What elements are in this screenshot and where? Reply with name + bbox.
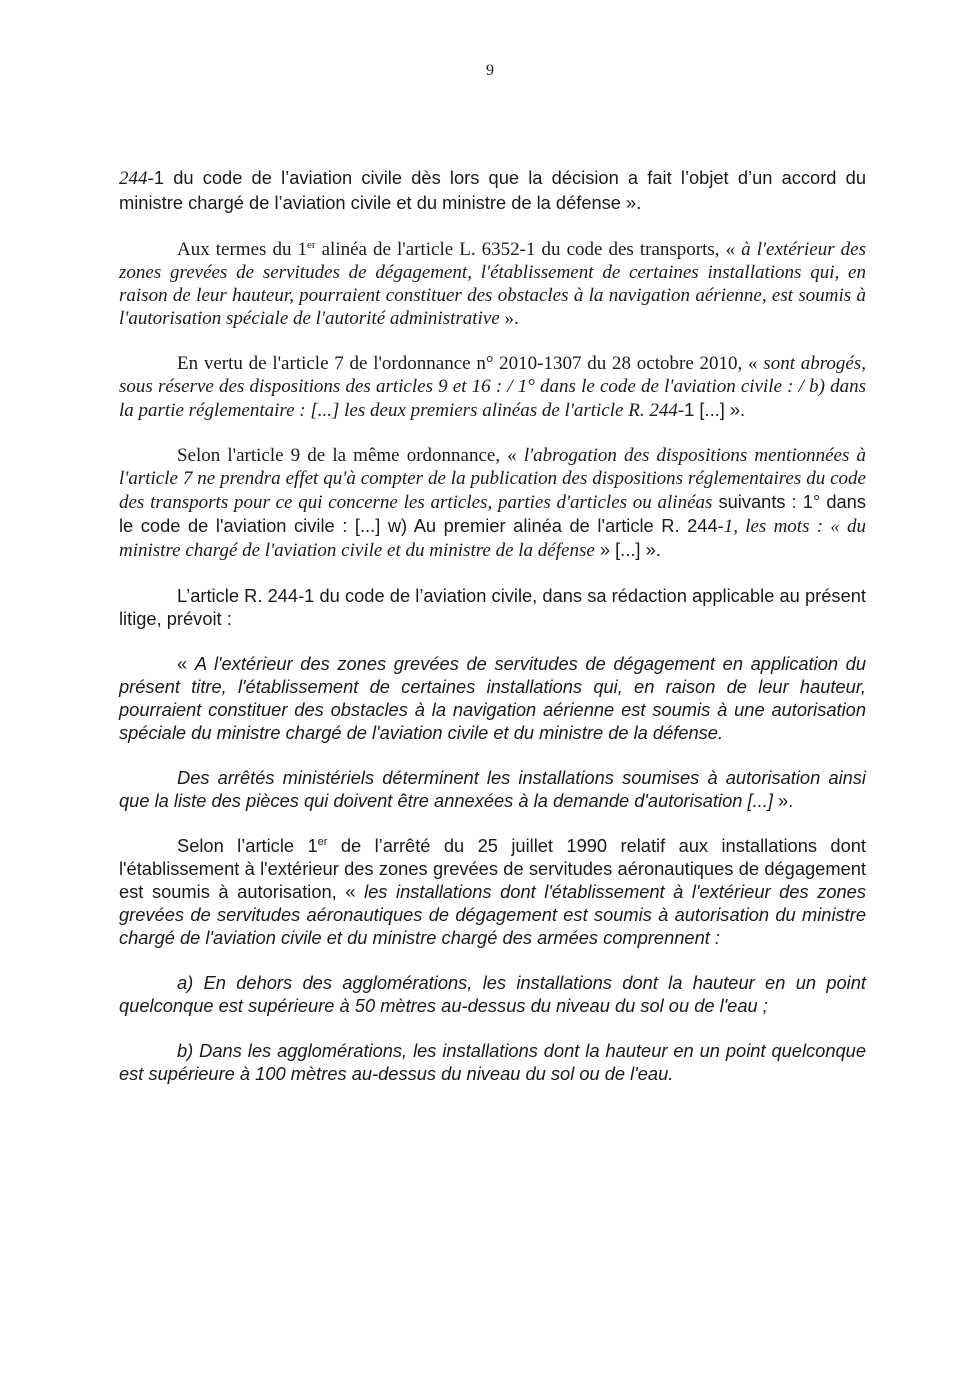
- paragraph-6-quote: A l'extérieur des zones grevées de servitudes de dégagement en application du présent titre, l'établissement de certaines installations qui, en raison de leur hauteur, pourraient constituer des obstacles à la navigation aérienne est soumis à une autorisation spéciale du ministre chargé de l'aviation civile et du ministre de la défense.: [119, 653, 866, 743]
- paragraph-1-text: 1 du code de l’aviation civile dès lors que la décision a fait l’objet d’un accord du ministre chargé de l’aviation civile et du ministre de la défense ».: [119, 167, 866, 213]
- paragraph-4: [119, 444, 866, 562]
- paragraph-7: [119, 766, 866, 812]
- document-body: [119, 166, 866, 1085]
- paragraph-1: [119, 166, 866, 216]
- paragraph-2-quote: à l'extérieur des zones grevées de servitudes de dégagement, l'établissement de certaines installations qui, en raison de leur hauteur, pourraient constituer des obstacles à la navigation aérienne, est soumis à l'autorisation spéciale de l'autorité administrative: [119, 239, 867, 329]
- paragraph-10: b) Dans les agglomérations, les installations dont la hauteur en un point quelconque est supérieure à 100 mètres au-dessus du niveau du sol ou de l'eau.: [119, 1040, 866, 1084]
- paragraph-4-quote: l'abrogation des dispositions mentionnées à l'article 7 ne prendra effet qu'à compter de la publication des dispositions réglementaires du code des transports pour ce qui concerne les articles, parties d'articles ou alinéas: [119, 445, 867, 513]
- paragraph-2: [119, 238, 866, 330]
- paragraph-5: L’article R. 244-1 du code de l’aviation civile, dans sa rédaction applicable au présent litige, prévoit :: [119, 585, 866, 629]
- paragraph-8: [119, 834, 866, 949]
- paragraph-3-intro: En vertu de l'article 7 de l'ordonnance n° 2010-1307 du 28 octobre 2010, «: [177, 353, 764, 374]
- paragraph-3-close: 1 [...] ».: [684, 399, 746, 420]
- paragraph-4-intro: Selon l'article 9 de la même ordonnance, «: [177, 445, 524, 466]
- paragraph-9: a) En dehors des agglomérations, les installations dont la hauteur en un point quelconque est supérieure à 50 mètres au-dessus du niveau du sol ou de l'eau ;: [119, 972, 866, 1016]
- page-number: 9: [486, 62, 494, 79]
- paragraph-2-intro: Aux termes du 1: [177, 239, 308, 260]
- paragraph-8-quote: les installations dont l'établissement à l'extérieur des zones grevées de servitudes aéronautiques de dégagement est soumis à autorisation du ministre chargé de l'aviation civile et du ministre chargé des armées comprennent :: [119, 881, 866, 948]
- paragraph-7-close: ».: [772, 790, 794, 811]
- paragraph-6: [119, 652, 866, 744]
- paragraph-7-quote: Des arrêtés ministériels déterminent les installations soumises à autorisation ainsi que la liste des pièces qui doivent être annexées à la demande d'autorisation [...]: [119, 767, 866, 811]
- paragraph-1-ref: 244-: [119, 168, 154, 189]
- paragraph-8-sup: er: [317, 836, 328, 848]
- paragraph-8-intro: Selon l’article 1: [177, 835, 318, 856]
- paragraph-2-close: ».: [499, 308, 519, 329]
- paragraph-3-quote: sont abrogés, sous réserve des dispositions des articles 9 et 16 : / 1° dans le code de l'aviation civile : / b) dans la partie réglementaire : [...] les deux premiers alinéas de l'article R. 244-: [119, 353, 866, 421]
- paragraph-2-sup: er: [307, 239, 316, 251]
- paragraph-4-list: suivants : 1° dans le code de l'aviation civile : [...] w) Au premier alinéa de l'article R. 244-: [119, 491, 866, 536]
- paragraph-6-open: «: [177, 653, 195, 674]
- paragraph-3: [119, 352, 866, 422]
- paragraph-4-close: » [...] ».: [594, 539, 661, 560]
- paragraph-2-intro-cont: alinéa de l'article L. 6352-1 du code des transports, «: [315, 239, 742, 260]
- paragraph-4-quote-cont: 1, les mots : « du ministre chargé de l'aviation civile et du ministre de la défense: [119, 516, 866, 561]
- paragraph-8-intro-cont: de l’arrêté du 25 juillet 1990 relatif aux installations dont l'établissement à l'extérieur des zones grevées de servitudes aéronautiques de dégagement est soumis à autorisation, «: [119, 835, 866, 902]
